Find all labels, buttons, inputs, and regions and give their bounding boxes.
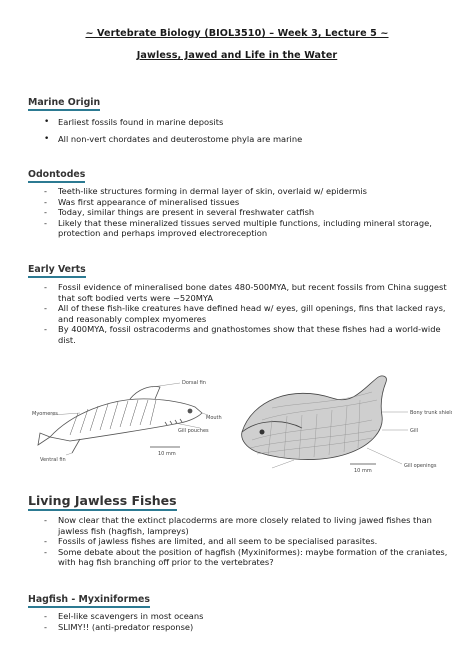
tail-fin — [38, 433, 50, 445]
dorsal-fin-shape — [130, 387, 160, 400]
label-scale: 10 mm — [158, 451, 176, 457]
label-bony-trunk-shield: Bony trunk shield — [410, 410, 452, 416]
heading-odontodes: Odontodes — [28, 169, 85, 183]
heading-early-verts: Early Verts — [28, 264, 86, 278]
label-myomeres: Myomeres — [32, 411, 58, 417]
list-item: - All of these fish-like creatures have defined head w/ eyes, gill openings, fins that lacked rays, and reasonably complex myomeres — [44, 303, 456, 324]
list-item: - Some debate about the position of hagfish (Myxiniformes): maybe formation of the craniates, with hag fish branching off prior to the vertebrates? — [44, 547, 456, 568]
armored-ostracoderm-figure — [232, 360, 452, 480]
heading-marine-origin: Marine Origin — [28, 97, 100, 111]
list-item: - Teeth-like structures forming in dermal layer of skin, overlaid w/ epidermis — [44, 186, 456, 197]
heading-hagfish: Hagfish - Myxiniformes — [28, 594, 150, 608]
label-ventral-fin: Ventral fin — [40, 457, 66, 463]
list-item: - Was first appearance of mineralised tissues — [44, 197, 456, 208]
list-item: - Likely that these mineralized tissues served multiple functions, including mineral storage, protection and perhaps improved electroreception — [44, 218, 456, 239]
fish-body-outline — [50, 399, 202, 441]
hagfish-list — [44, 611, 456, 632]
list-item: - Eel-like scavengers in most oceans — [44, 611, 456, 622]
early-verts-list — [44, 282, 456, 346]
course-title: ~ Vertebrate Biology (BIOL3510) – Week 3, Lecture 5 ~ — [85, 28, 389, 39]
list-item: - Now clear that the extinct placoderms are more closely related to living jawed fishes than jawless fish (hagfish, lampreys) — [44, 515, 456, 536]
list-item: - Fossil evidence of mineralised bone dates 480-500MYA, but recent fossils from China suggest that soft bodied verts were ~520MYA — [44, 282, 456, 303]
label-gill-pouches: Gill pouches — [178, 428, 209, 434]
list-item: - By 400MYA, fossil ostracoderms and gnathostomes show that these fishes had a world-wide dist. — [44, 324, 456, 345]
label-gill: Gill — [410, 428, 419, 434]
marine-origin-list — [44, 117, 456, 150]
label-dorsal-fin: Dorsal fin — [182, 380, 206, 386]
odontodes-list — [44, 186, 456, 239]
living-jawless-list — [44, 515, 456, 568]
list-item: - SLIMY!! (anti-predator response) — [44, 622, 456, 633]
heading-living-jawless-fishes: Living Jawless Fishes — [28, 493, 177, 511]
list-item: • All non-vert chordates and deuterostome phyla are marine — [44, 134, 456, 145]
label-mouth: Mouth — [206, 415, 222, 421]
label-scale-right: 10 mm — [354, 468, 372, 474]
lecture-title: Jawless, Jawed and Life in the Water — [136, 50, 338, 61]
label-gill-openings: Gill openings — [404, 463, 437, 469]
list-item: • Earliest fossils found in marine deposits — [44, 117, 456, 128]
ostracoderm-figure — [30, 375, 230, 465]
trunk-shield — [242, 376, 387, 460]
list-item: - Fossils of jawless fishes are limited, and all seem to be specialised parasites. — [44, 536, 456, 547]
list-item: - Today, similar things are present in several freshwater catfish — [44, 207, 456, 218]
